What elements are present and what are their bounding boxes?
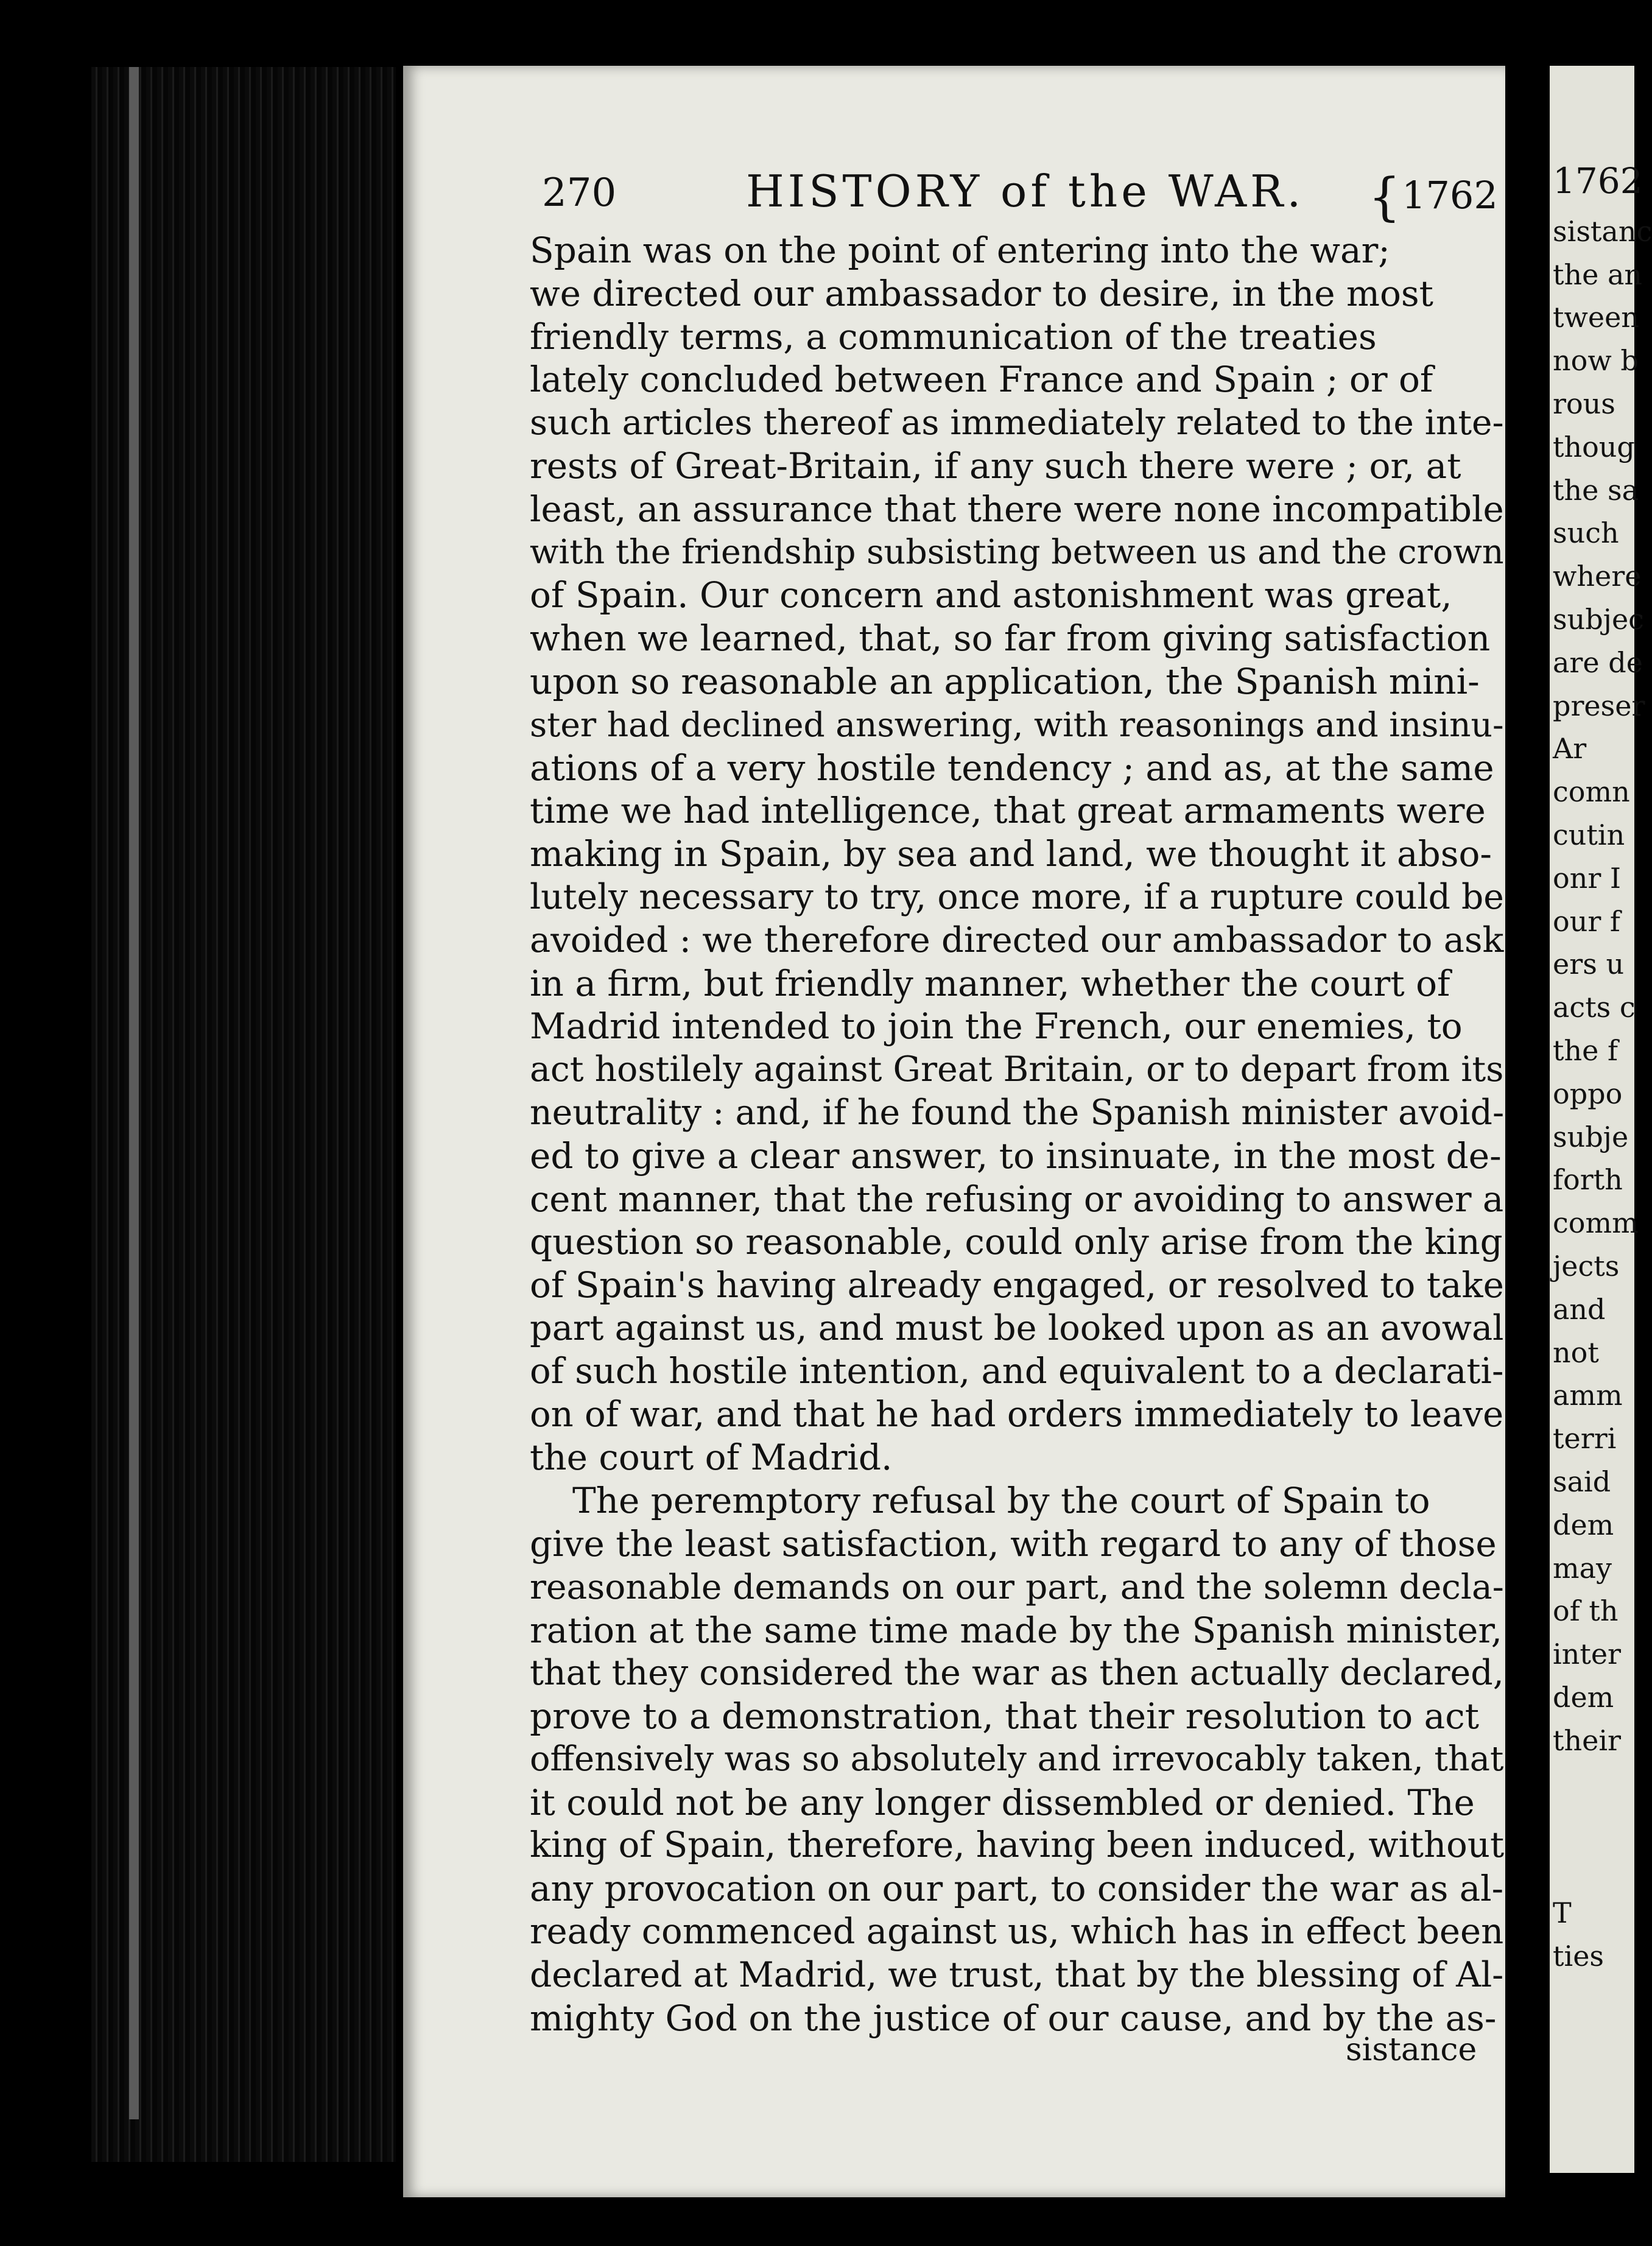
- text-line: declared at Madrid, we trust, that by the blessing of Al-: [530, 1954, 1504, 1995]
- text-line: time we had intelligence, that great armaments were: [530, 790, 1486, 832]
- facing-text-line: dem: [1553, 1508, 1614, 1541]
- facing-text-line: dem: [1553, 1680, 1614, 1714]
- text-line: such articles thereof as immediately related to the inte-: [530, 403, 1504, 443]
- book-gutter: [1505, 66, 1550, 2234]
- facing-text-line: cutin: [1553, 818, 1625, 851]
- text-line: making in Spain, by sea and land, we thought it abso-: [530, 833, 1492, 875]
- text-line: king of Spain, therefore, having been induced, without: [530, 1825, 1505, 1866]
- facing-text-line: ties: [1553, 1939, 1605, 1973]
- facing-text-line: thoug: [1553, 430, 1635, 463]
- running-title: HISTORY of the WAR.: [746, 166, 1305, 217]
- facing-text-line: amm: [1553, 1379, 1623, 1412]
- text-line: avoided : we therefore directed our ambassador to ask: [530, 919, 1504, 960]
- text-line: question so reasonable, could only arise from the king: [530, 1221, 1503, 1263]
- text-line: The peremptory refusal by the court of Spain to: [572, 1480, 1430, 1522]
- facing-text-line: now b: [1553, 344, 1639, 378]
- facing-text-line: Ar: [1553, 732, 1587, 766]
- text-line: when we learned, that, so far from giving satisfaction: [530, 618, 1491, 660]
- text-line: it could not be any longer dissembled or denied. The: [530, 1781, 1475, 1823]
- header-year: 1762: [1402, 173, 1498, 217]
- page-header: [542, 166, 1504, 233]
- facing-page-header: 1762: [1553, 160, 1643, 202]
- facing-page-text: [1553, 160, 1652, 2218]
- text-line: part against us, and must be looked upon as an avowal: [530, 1307, 1504, 1348]
- text-line: of Spain's having already engaged, or resolved to take: [530, 1264, 1504, 1306]
- facing-text-line: are de: [1553, 646, 1643, 679]
- text-line: ed to give a clear answer, to insinuate, in the most de-: [530, 1135, 1502, 1177]
- text-line: of such hostile intention, and equivalent to a declarati-: [530, 1350, 1504, 1392]
- text-line: Madrid intended to join the French, our enemies, to: [530, 1005, 1463, 1047]
- facing-text-line: such: [1553, 516, 1619, 550]
- facing-text-line: subjec: [1553, 602, 1644, 636]
- text-line: act hostilely against Great Britain, or to depart from its: [530, 1049, 1504, 1090]
- facing-text-line: sistanc: [1553, 214, 1652, 248]
- text-line: ration at the same time made by the Spanish minister,: [530, 1609, 1503, 1651]
- facing-text-line: T: [1553, 1896, 1572, 1929]
- facing-text-line: of th: [1553, 1594, 1619, 1628]
- text-line: ready commenced against us, which has in effect been: [530, 1911, 1504, 1952]
- text-line: neutrality : and, if he found the Spanish minister avoid-: [530, 1092, 1505, 1133]
- text-line: give the least satisfaction, with regard to any of those: [530, 1523, 1497, 1565]
- text-line: on of war, and that he had orders immediately to leave: [530, 1393, 1504, 1435]
- text-line: in a firm, but friendly manner, whether the court of: [530, 962, 1450, 1004]
- facing-text-line: [1553, 1848, 1634, 1892]
- facing-text-line: the an: [1553, 258, 1643, 291]
- facing-text-line: rous: [1553, 387, 1615, 420]
- text-line: the court of Madrid.: [530, 1437, 893, 1479]
- page-number: 270: [542, 171, 617, 216]
- facing-text-line: their: [1553, 1723, 1622, 1757]
- left-page-edge: [129, 67, 139, 2119]
- facing-text-line: said: [1553, 1465, 1611, 1498]
- facing-text-line: inter: [1553, 1638, 1622, 1671]
- facing-text-line: ers u: [1553, 948, 1625, 981]
- catchword: sistance: [1346, 2032, 1477, 2068]
- facing-text-line: preser: [1553, 689, 1645, 722]
- facing-text-line: not: [1553, 1336, 1599, 1369]
- text-line: any provocation on our part, to consider the war as al-: [530, 1868, 1504, 1910]
- text-line: ster had declined answering, with reasonings and insinu-: [530, 705, 1504, 744]
- text-line: lately concluded between France and Spain ; or of: [530, 359, 1433, 401]
- text-line: Spain was on the point of entering into the war;: [530, 230, 1390, 271]
- facing-text-line: onr I: [1553, 861, 1622, 895]
- text-line: prove to a demonstration, that their resolution to act: [530, 1695, 1480, 1737]
- facing-text-line: jects: [1553, 1249, 1620, 1283]
- facing-text-line: the sa: [1553, 473, 1639, 507]
- facing-text-line: comn: [1553, 775, 1630, 809]
- facing-text-line: tween: [1553, 301, 1639, 334]
- facing-text-line: forth: [1553, 1163, 1623, 1197]
- facing-text-line: the f: [1553, 1033, 1618, 1067]
- text-line: reasonable demands on our part, and the solemn decla-: [530, 1566, 1504, 1607]
- facing-text-line: may: [1553, 1551, 1612, 1585]
- text-line: rests of Great-Britain, if any such there were ; or, at: [530, 445, 1461, 487]
- facing-text-line: comm: [1553, 1206, 1639, 1240]
- text-line: lutely necessary to try, once more, if a rupture could be: [530, 876, 1504, 917]
- facing-text-line: [1553, 1805, 1634, 1848]
- body-text: [530, 229, 1504, 2040]
- text-line: with the friendship subsisting between us and the crown: [530, 532, 1504, 572]
- facing-text-line: and: [1553, 1292, 1606, 1326]
- text-line: of Spain. Our concern and astonishment was great,: [530, 574, 1452, 616]
- text-line: upon so reasonable an application, the Spanish mini-: [530, 660, 1480, 702]
- facing-text-line: oppo: [1553, 1077, 1623, 1110]
- text-line: ations of a very hostile tendency ; and as, at the same: [530, 747, 1494, 789]
- facing-text-line: acts c: [1553, 991, 1636, 1024]
- facing-text-line: our f: [1553, 904, 1620, 938]
- facing-text-line: subje: [1553, 1120, 1629, 1153]
- brace-glyph: {: [1368, 167, 1401, 227]
- facing-text-line: terri: [1553, 1422, 1617, 1456]
- text-line: that they considered the war as then actually declared,: [530, 1653, 1504, 1694]
- text-line: mighty God on the justice of our cause, and by the as-: [530, 1997, 1497, 2039]
- text-line: least, an assurance that there were none incompatible: [530, 488, 1504, 530]
- text-line: friendly terms, a communication of the treaties: [530, 315, 1377, 357]
- text-line: cent manner, that the refusing or avoiding to answer a: [530, 1178, 1504, 1220]
- text-line: offensively was so absolutely and irrevocably taken, that: [530, 1739, 1504, 1779]
- facing-text-line: where: [1553, 560, 1642, 593]
- facing-text-line: [1553, 1762, 1634, 1805]
- text-line: we directed our ambassador to desire, in the most: [530, 272, 1433, 314]
